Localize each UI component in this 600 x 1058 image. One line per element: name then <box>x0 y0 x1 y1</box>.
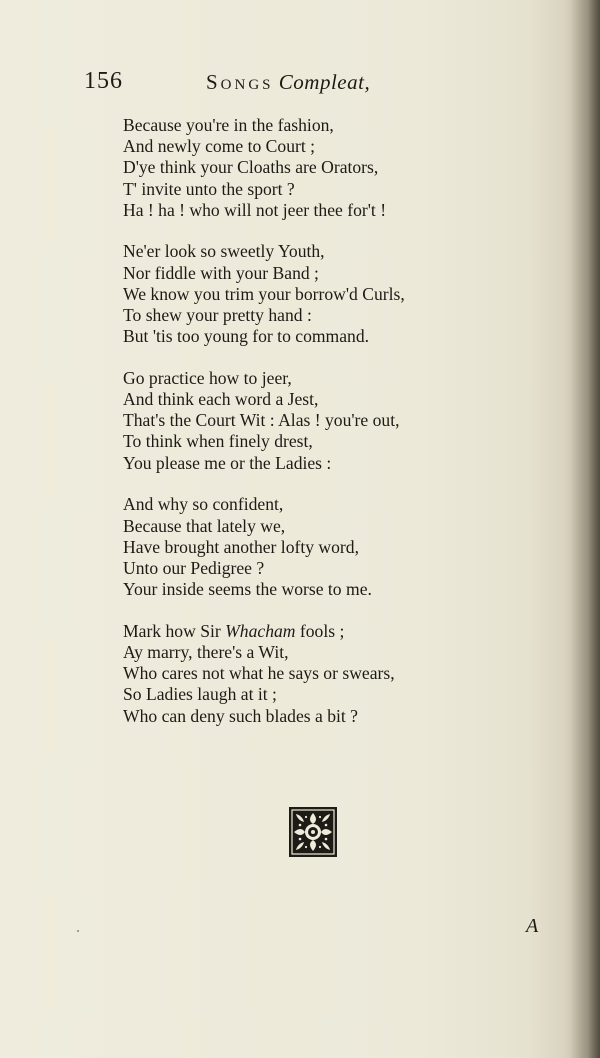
poem-line <box>123 621 483 642</box>
poem-line: You please me or the Ladies : <box>123 452 332 473</box>
poem-line: Who can deny such blades a bit ? <box>123 705 358 726</box>
page-number: 156 <box>84 68 123 94</box>
page-gutter-shadow <box>570 0 600 1058</box>
poem-line: That's the Court Wit : Alas ! you're out, <box>123 410 400 431</box>
line-text: Mark how Sir <box>123 620 226 641</box>
poem-line: Your inside seems the worse to me. <box>123 579 372 600</box>
poem-line: We know you trim your borrow'd Curls, <box>123 283 405 304</box>
poem-line: Unto our Pedigree ? <box>123 557 265 578</box>
poem-line: Go practice how to jeer, <box>123 367 292 388</box>
poem-line: Have brought another lofty word, <box>123 536 359 557</box>
poem-text <box>123 115 483 747</box>
poem-line: To think when finely drest, <box>123 431 313 452</box>
paper-speck <box>77 930 79 932</box>
poem-line: And think each word a Jest, <box>123 389 319 410</box>
poem-line: Ay marry, there's a Wit, <box>123 641 289 662</box>
catchword: A <box>526 915 539 937</box>
poem-line: Who cares not what he says or swears, <box>123 663 395 684</box>
poem-line: Nor fiddle with your Band ; <box>123 262 319 283</box>
running-title-small-caps: Songs <box>206 70 274 94</box>
poem-line: Ne'er look so sweetly Youth, <box>123 241 325 262</box>
running-title <box>206 70 370 95</box>
poem-line: To shew your pretty hand : <box>123 305 312 325</box>
line-text: fools ; <box>295 620 345 641</box>
italic-name: Whacham <box>225 620 296 641</box>
poem-line: D'ye think your Cloaths are Orators, <box>123 157 379 178</box>
poem-line: So Ladies laugh at it ; <box>123 684 277 705</box>
poem-line: But 'tis too young for to command. <box>123 326 370 347</box>
poem-line: T' invite unto the sport ? <box>123 178 295 199</box>
poem-line: Ha ! ha ! who will not jeer thee for't ! <box>123 199 387 220</box>
stanza-1 <box>123 115 483 221</box>
poem-line: Because that lately we, <box>123 515 286 536</box>
printers-fleuron-icon <box>288 806 338 858</box>
stanza-5 <box>123 621 483 727</box>
poem-line: Because you're in the fashion, <box>123 115 334 135</box>
stanza-2 <box>123 241 483 347</box>
running-title-italic: Compleat, <box>278 70 371 94</box>
poem-line: And newly come to Court ; <box>123 136 316 157</box>
stanza-4 <box>123 494 483 600</box>
running-header <box>84 68 444 100</box>
stanza-3 <box>123 368 483 474</box>
poem-line: And why so confident, <box>123 494 284 515</box>
